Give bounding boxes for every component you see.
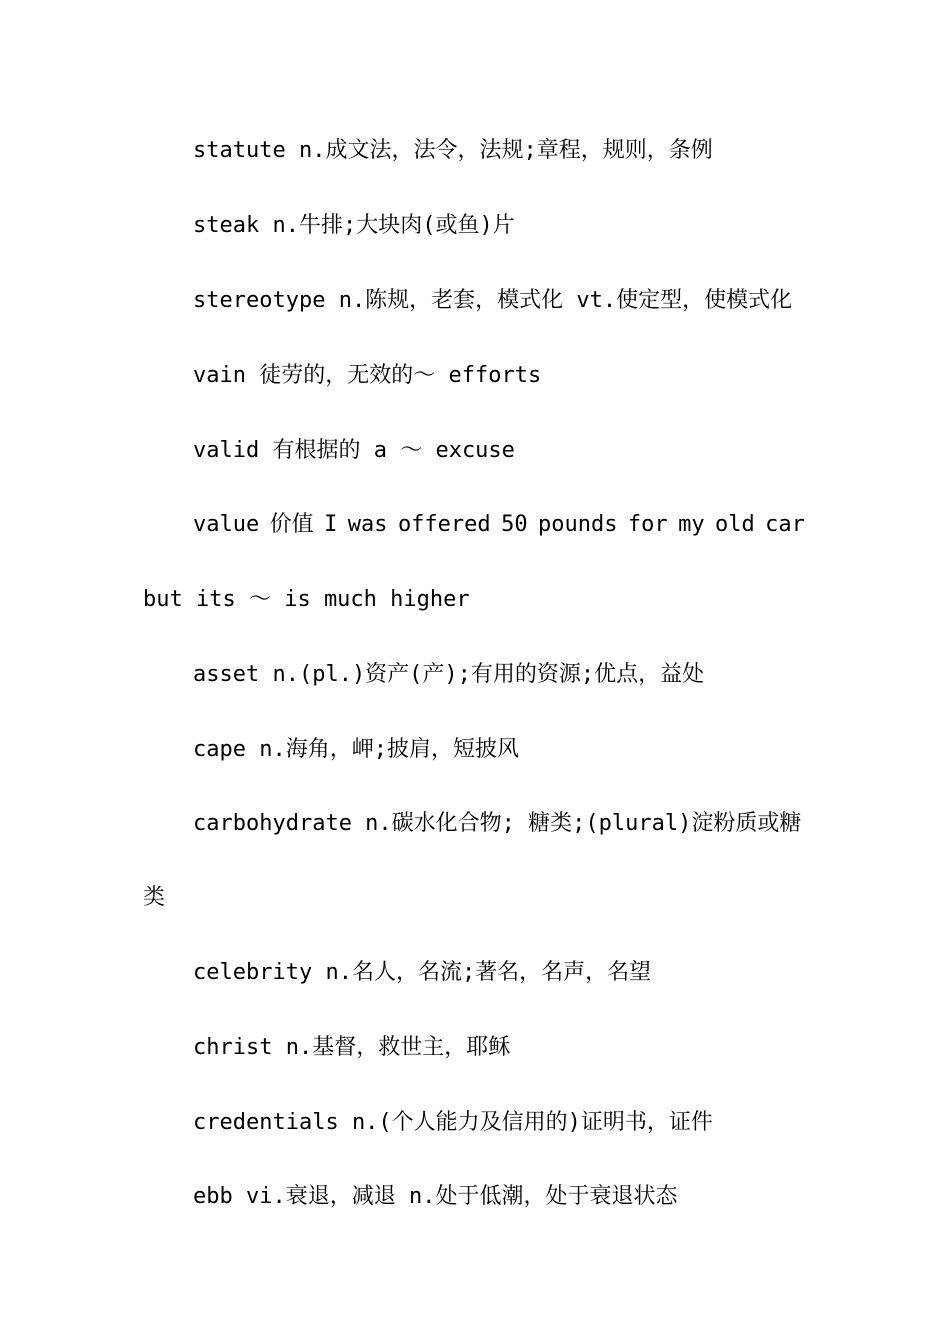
entry-vain xyxy=(0,356,950,396)
entry-text: vain 徒劳的，无效的～ efforts xyxy=(193,363,542,388)
word: for xyxy=(627,512,668,537)
entry-text: statute n.成文法，法令，法规;章程，规则，条例 xyxy=(193,138,713,163)
entry-text: valid 有根据的 a ～ excuse xyxy=(193,438,515,463)
entry-stereotype xyxy=(0,281,950,321)
word: old xyxy=(715,512,755,537)
entry-text: carbohydrate n.碳水化合物; 糖类;(plural)淀粉质或糖 xyxy=(193,811,802,836)
entry-text: but its ～ is much higher xyxy=(143,587,470,612)
word: offered xyxy=(397,512,491,537)
word: pounds xyxy=(538,512,618,537)
entry-text: asset n.(pl.)资产(产);有用的资源;优点，益处 xyxy=(193,662,705,687)
entry-value-line1 xyxy=(193,505,805,545)
word: 价值 xyxy=(269,512,314,537)
word: I xyxy=(324,512,338,537)
entry-asset xyxy=(0,655,950,695)
entry-text: ebb vi.衰退，减退 n.处于低潮，处于衰退状态 xyxy=(193,1184,678,1209)
word: 50 xyxy=(501,512,528,537)
word: was xyxy=(347,512,388,537)
entry-ebb xyxy=(0,1177,950,1217)
entry-statute xyxy=(0,131,950,171)
entry-carbohydrate-line1 xyxy=(0,804,950,844)
entry-celebrity xyxy=(0,953,950,993)
entry-steak xyxy=(0,206,950,246)
entry-valid xyxy=(0,431,950,471)
entry-text: steak n.牛排;大块肉(或鱼)片 xyxy=(193,213,515,238)
entry-christ xyxy=(0,1028,950,1068)
entry-text: cape n.海角，岬;披肩，短披风 xyxy=(193,737,519,762)
entry-text: 类 xyxy=(143,885,166,910)
entry-value-line2 xyxy=(0,580,950,620)
word: value xyxy=(193,512,260,537)
entry-text: stereotype n.陈规，老套，模式化 vt.使定型，使模式化 xyxy=(193,288,793,313)
entry-text: christ n.基督，救世主，耶稣 xyxy=(193,1035,511,1060)
entry-cape xyxy=(0,730,950,770)
entry-credentials xyxy=(0,1103,950,1143)
entry-carbohydrate-line2 xyxy=(0,878,950,918)
entry-text: celebrity n.名人，名流;著名，名声，名望 xyxy=(193,960,652,985)
word: my xyxy=(678,512,705,537)
word: car xyxy=(765,512,805,537)
entry-text: credentials n.(个人能力及信用的)证明书，证件 xyxy=(193,1110,713,1135)
